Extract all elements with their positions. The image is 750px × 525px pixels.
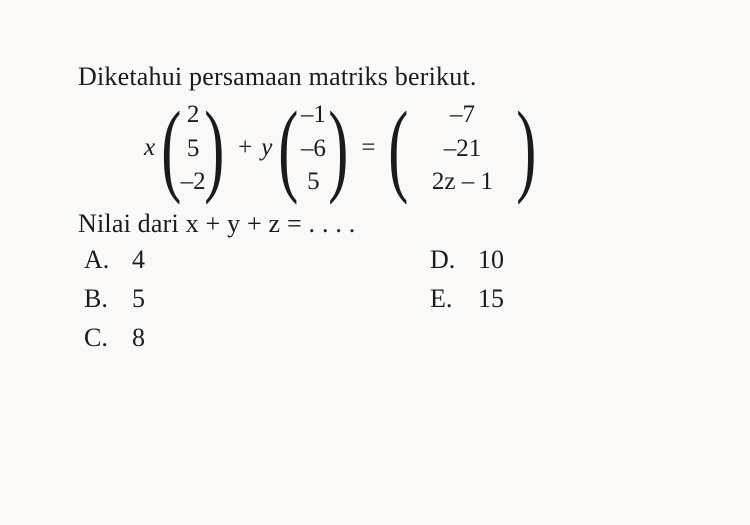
option-key: A.: [84, 244, 110, 274]
question-line: Nilai dari x + y + z = . . . .: [78, 208, 356, 238]
matrix-one: [157, 90, 229, 206]
option-b[interactable]: [84, 284, 145, 323]
plus-operator: +: [238, 134, 253, 162]
matrix-two: [274, 90, 352, 206]
option-key: D.: [430, 244, 456, 274]
option-value: 4: [132, 244, 145, 274]
matrix-cell: 5: [307, 168, 320, 195]
option-value: 10: [478, 244, 504, 274]
option-value: 8: [132, 322, 145, 352]
left-paren-icon: (: [161, 90, 182, 206]
matrix-cell: –1: [300, 101, 326, 128]
matrix-cell: –2: [180, 168, 206, 195]
option-key: B.: [84, 283, 108, 313]
matrix-cell: –7: [449, 101, 475, 128]
right-paren-icon: ): [327, 90, 349, 206]
right-paren-icon: ): [516, 90, 537, 206]
options-column-right: [430, 245, 504, 323]
left-paren-icon: (: [388, 90, 409, 206]
matrix-cell: –21: [443, 134, 482, 162]
right-paren-icon: ): [204, 90, 225, 206]
matrix-equation: [78, 90, 710, 206]
option-e[interactable]: [430, 284, 504, 323]
option-c[interactable]: [84, 323, 145, 362]
option-d[interactable]: [430, 245, 504, 284]
option-value: 5: [132, 283, 145, 313]
matrix-cell: 2z – 1: [431, 168, 493, 195]
matrix-three: [384, 90, 540, 206]
option-key: E.: [430, 283, 453, 313]
scalar-y: y: [261, 134, 273, 162]
option-a[interactable]: [84, 245, 145, 284]
option-key: C.: [84, 322, 108, 352]
equals-operator: =: [361, 134, 376, 162]
options-column-left: [84, 245, 145, 362]
scalar-x: x: [144, 134, 156, 162]
matrix-cell: 2: [186, 101, 200, 128]
option-value: 15: [478, 283, 504, 313]
problem-prompt: Diketahui persamaan matriks berikut.: [78, 62, 477, 91]
matrix-cell: 5: [186, 134, 200, 162]
matrix-cell: –6: [300, 134, 326, 162]
left-paren-icon: (: [278, 90, 299, 206]
